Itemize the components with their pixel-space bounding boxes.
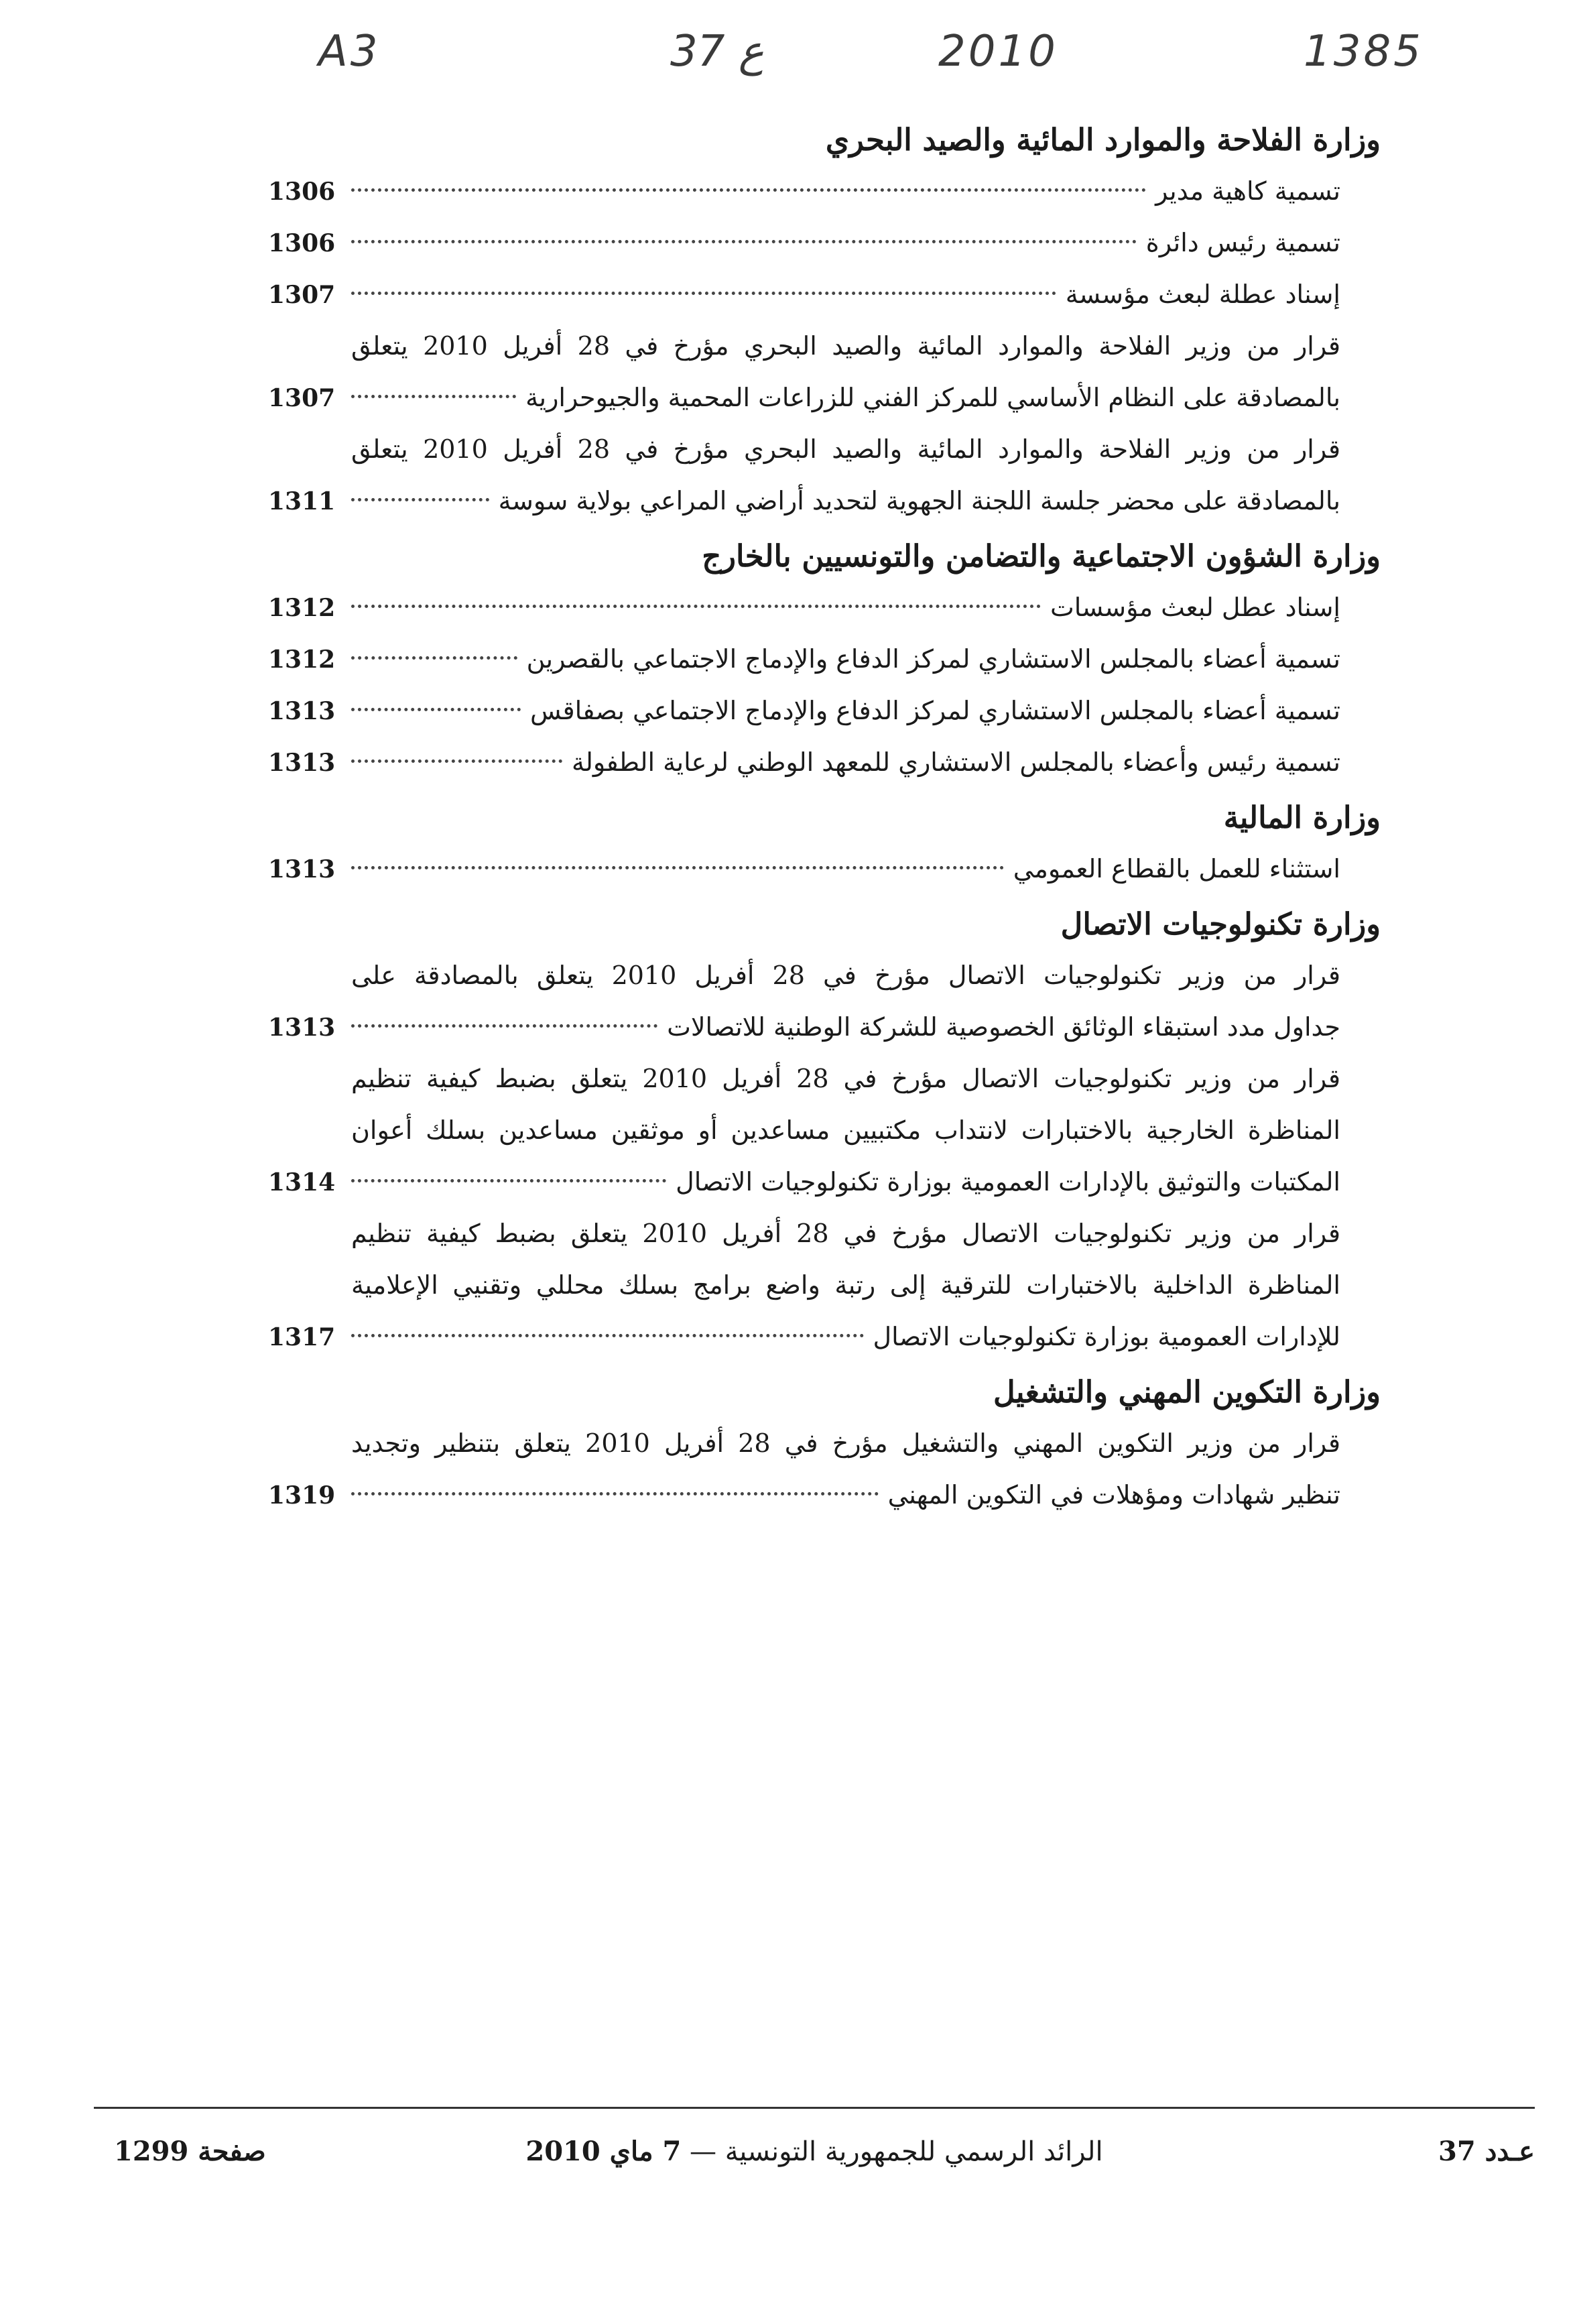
handwritten-note-year: 2010 [938,27,1058,76]
toc-entry-line [268,320,1340,372]
toc-entry-text: إسناد عطل لبعث مؤسسات [1050,593,1340,622]
dot-leader [351,1024,657,1028]
toc-page-number: 1313 [268,749,336,777]
toc-entry-line [268,424,1340,475]
toc-entry-text: تسمية أعضاء بالمجلس الاستشاري لمركز الدفاع والإدماج الاجتماعي بالقصرين [526,644,1340,674]
toc-entry-text: تسمية أعضاء بالمجلس الاستشاري لمركز الدفاع والإدماج الاجتماعي بصفاقس [530,696,1340,725]
toc-entry-text: جداول مدد استبقاء الوثائق الخصوصية للشركة الوطنية للاتصالات [667,1012,1340,1042]
toc-entry-line [268,1001,1340,1053]
toc-entry-line [268,633,1340,685]
toc-entry-text: المناظرة الداخلية بالاختبارات للترقية إلى رتبة واضع برامج بسلك محللي وتقنيي الإعلامية [351,1270,1340,1300]
toc-entry-line [268,1208,1340,1260]
toc-page-number: 1311 [268,487,336,515]
footer-issue-number: عـدد 37 [1438,2136,1535,2167]
toc-page-number: 1319 [268,1481,336,1510]
toc-entry [268,950,1381,1053]
toc-entry-line [268,1105,1340,1156]
toc-entry-text: إسناد عطلة لبعث مؤسسة [1065,280,1340,309]
dot-leader [351,498,489,501]
toc-entry-line [268,1260,1340,1311]
toc-entry [268,1418,1381,1521]
toc-entry-line [268,1311,1340,1363]
toc-entry [268,166,1381,217]
toc-entry-line [268,685,1340,737]
toc-entry [268,424,1381,527]
footer-gazette-name: الرائد الرسمي للجمهورية التونسية — [690,2136,1103,2167]
toc-entry-text: استثناء للعمل بالقطاع العمومي [1013,854,1340,883]
toc-page-number: 1314 [268,1168,336,1197]
footer-page-number: صفحة 1299 [114,2136,266,2167]
toc-page-number: 1307 [268,281,336,309]
toc-entry-line [268,1418,1340,1469]
footer-divider [94,2107,1535,2109]
toc-page-number: 1317 [268,1323,336,1351]
handwritten-note-a3: A3 [318,27,381,76]
toc-entry-text: قرار من وزير تكنولوجيات الاتصال مؤرخ في 28 أفريل 2010 يتعلق بضبط كيفية تنظيم [351,1064,1340,1093]
toc-entry-text: قرار من وزير التكوين المهني والتشغيل مؤرخ في 28 أفريل 2010 يتعلق بتنظير وتجديد [351,1428,1341,1458]
handwritten-note-issue: 37 ع [670,27,764,76]
toc-entry-line [268,372,1340,424]
toc-entry-line [268,269,1340,320]
toc-entry-text: تسمية كاهية مدير [1155,176,1340,206]
toc-entry [268,217,1381,269]
toc-entry [268,737,1381,788]
toc-entry-text: تنظير شهادات ومؤهلات في التكوين المهني [887,1480,1340,1510]
toc-entry-line [268,1053,1340,1105]
toc-entry [268,685,1381,737]
ministry-heading: وزارة التكوين المهني والتشغيل [993,1374,1381,1410]
toc-entry-line [268,950,1340,1001]
toc-page-number: 1306 [268,229,336,257]
toc-page-number: 1313 [268,855,336,883]
toc-entry [268,1053,1381,1208]
toc-entry-text: المكتبات والتوثيق بالإدارات العمومية بوزارة تكنولوجيات الاتصال [676,1167,1340,1197]
toc-entry [268,269,1381,320]
toc-page-number: 1312 [268,594,336,622]
footer-gazette-title [94,2128,1535,2175]
toc-entry-text: المناظرة الخارجية بالاختبارات لانتداب مكتبيين مساعدين أو موثقين مساعدين بسلك أعوان [351,1115,1340,1145]
toc-entry-text: قرار من وزير تكنولوجيات الاتصال مؤرخ في 28 أفريل 2010 يتعلق بضبط كيفية تنظيم [351,1219,1340,1248]
dot-leader [351,1179,666,1182]
toc-entry [268,1208,1381,1363]
toc-page-number: 1307 [268,384,336,412]
toc-entry-text: بالمصادقة على محضر جلسة اللجنة الجهوية لتحديد أراضي المراعي بولاية سوسة [498,486,1340,515]
toc-entry-line [268,475,1340,527]
toc-entry-text: تسمية رئيس دائرة [1145,228,1340,257]
toc-entry-text: تسمية رئيس وأعضاء بالمجلس الاستشاري للمعهد الوطني لرعاية الطفولة [571,747,1340,777]
toc-page-number: 1312 [268,646,336,674]
ministry-heading: وزارة المالية [1223,800,1381,835]
toc-entry-line [268,1469,1340,1521]
ministry-heading: وزارة الفلاحة والموارد المائية والصيد البحري [825,122,1381,158]
dot-leader [351,708,521,711]
toc-entry [268,320,1381,424]
toc-page-number: 1313 [268,1014,336,1042]
toc-entry-line [268,1156,1340,1208]
ministry-heading: وزارة الشؤون الاجتماعية والتضامن والتونسيين بالخارج [702,538,1381,574]
dot-leader [351,240,1137,243]
toc-entry-text: للإدارات العمومية بوزارة تكنولوجيات الاتصال [873,1322,1340,1351]
toc-entry-line [268,582,1340,633]
dot-leader [351,656,517,660]
toc-entry-text: قرار من وزير الفلاحة والموارد المائية والصيد البحري مؤرخ في 28 أفريل 2010 يتعلق [351,331,1340,361]
toc-entry-text: قرار من وزير تكنولوجيات الاتصال مؤرخ في 28 أفريل 2010 يتعلق بالمصادقة على [351,961,1340,990]
dot-leader [351,1334,864,1337]
dot-leader [351,1492,879,1495]
dot-leader [351,395,516,398]
toc-entry-text: بالمصادقة على النظام الأساسي للمركز الفني للزراعات المحمية والجيوحرارية [525,383,1340,412]
dot-leader [351,759,562,763]
toc-entry [268,582,1381,633]
toc-page-number: 1313 [268,697,336,725]
page-footer [94,2128,1535,2175]
table-of-contents [268,111,1381,1521]
footer-date: 7 ماي 2010 [525,2136,682,2167]
toc-entry-line [268,217,1340,269]
toc-entry-line [268,737,1340,788]
dot-leader [351,292,1056,295]
dot-leader [351,188,1146,192]
dot-leader [351,605,1041,608]
toc-page-number: 1306 [268,178,336,206]
toc-entry-line [268,843,1340,895]
dot-leader [351,866,1004,869]
toc-entry [268,633,1381,685]
toc-entry-text: قرار من وزير الفلاحة والموارد المائية والصيد البحري مؤرخ في 28 أفريل 2010 يتعلق [351,434,1340,464]
toc-entry [268,843,1381,895]
toc-entry-line [268,166,1340,217]
ministry-heading: وزارة تكنولوجيات الاتصال [1060,906,1381,942]
handwritten-note-number: 1385 [1304,27,1424,76]
